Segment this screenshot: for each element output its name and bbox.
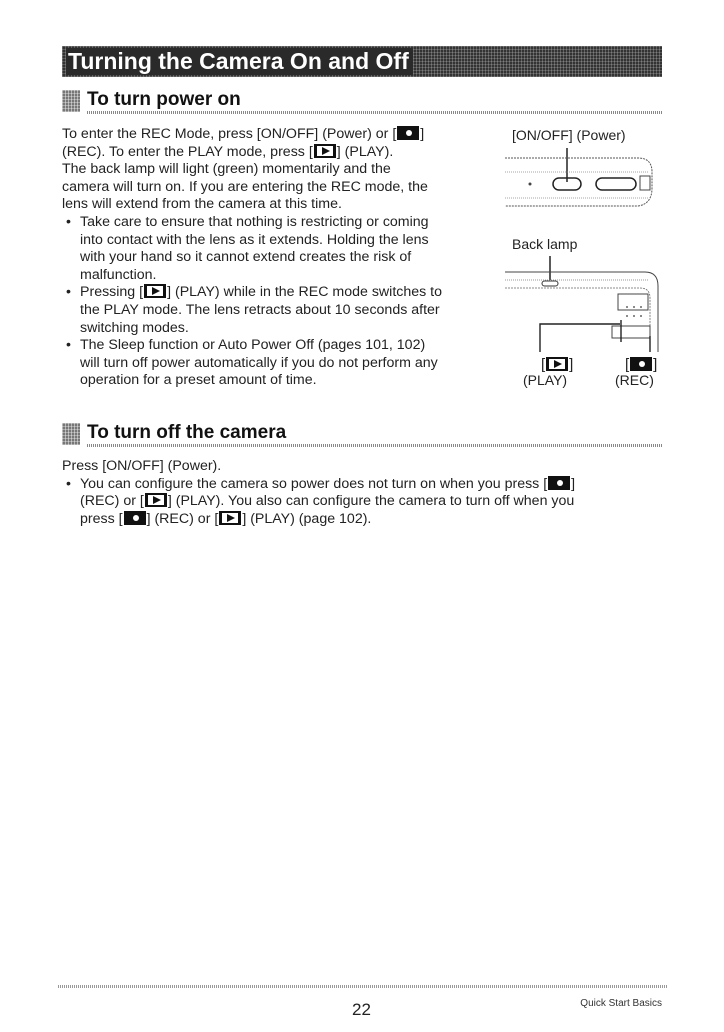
rec-button-label: [ ] bbox=[625, 356, 658, 373]
back-lamp-label: Back lamp bbox=[512, 236, 578, 252]
section-heading-turn-on bbox=[62, 88, 663, 114]
play-caption: (PLAY) bbox=[523, 372, 568, 388]
turn-on-body bbox=[62, 126, 492, 390]
heading-rule bbox=[87, 444, 663, 447]
intro-line: The back lamp will light (green) momentarily and the bbox=[62, 161, 391, 178]
turn-off-instruction: Press [ON/OFF] (Power). bbox=[62, 458, 222, 474]
page-number: 22 bbox=[352, 1000, 371, 1019]
heading-marker bbox=[62, 423, 80, 445]
play-leader-line bbox=[540, 324, 620, 352]
turn-off-body bbox=[62, 458, 672, 528]
bullet-lens-caution: • Take care to ensure that nothing is restricting or coming into contact with the lens as it extends. Holding the lens with your hand so it cannot extend creates the risk of malfunction. bbox=[62, 214, 492, 284]
camera-back-outline bbox=[505, 272, 658, 352]
footer-rule bbox=[58, 985, 668, 988]
play-button-label: [ ] bbox=[541, 356, 574, 373]
intro-line: To enter the REC Mode, press [ON/OFF] (Power) or [ ] bbox=[62, 126, 425, 142]
heading-label: To turn power on bbox=[87, 89, 241, 110]
camera-back-illustration bbox=[500, 252, 660, 352]
play-icon bbox=[145, 493, 167, 507]
play-icon bbox=[219, 511, 241, 525]
camera-top-illustration bbox=[500, 144, 660, 224]
heading-marker bbox=[62, 90, 80, 112]
section-heading-turn-off bbox=[62, 421, 663, 447]
bullet-sleep-function: • The Sleep function or Auto Power Off (pages 101, 102) will turn off power automatically if you do not perform any operation for a preset amount of time. bbox=[62, 337, 492, 390]
footer-section-name: Quick Start Basics bbox=[580, 998, 662, 1009]
page-title-bar bbox=[62, 46, 662, 77]
bullet-configure-power: • You can configure the camera so power does not turn on when you press [ ] (REC) or [ ] (PLAY). You also can configure the camera to turn off when you press [ ] (REC) or [ ] (PLAY) (page 102). bbox=[62, 476, 672, 529]
camera-icon bbox=[397, 126, 419, 140]
shutter-button-shape bbox=[596, 178, 636, 190]
play-icon bbox=[546, 357, 568, 371]
bullet-play-switch: • Pressing [ ] (PLAY) while in the REC mode switches to the PLAY mode. The lens retracts about 10 seconds after switching modes. bbox=[62, 284, 492, 337]
camera-icon bbox=[124, 511, 146, 525]
rec-caption: (REC) bbox=[615, 372, 654, 388]
power-button-label: [ON/OFF] (Power) bbox=[512, 127, 626, 143]
play-icon bbox=[314, 144, 336, 158]
play-icon bbox=[144, 284, 166, 298]
intro-line: lens will extend from the camera at this time. bbox=[62, 196, 342, 213]
camera-top-outline bbox=[505, 158, 652, 206]
heading-label: To turn off the camera bbox=[87, 422, 287, 443]
camera-icon bbox=[548, 476, 570, 490]
page-title: Turning the Camera On and Off bbox=[66, 48, 413, 75]
intro-line: camera will turn on. If you are entering the REC mode, the bbox=[62, 178, 428, 195]
intro-line: (REC). To enter the PLAY mode, press [ ] (PLAY). bbox=[62, 143, 394, 160]
heading-rule bbox=[87, 111, 663, 114]
camera-icon bbox=[630, 357, 652, 371]
